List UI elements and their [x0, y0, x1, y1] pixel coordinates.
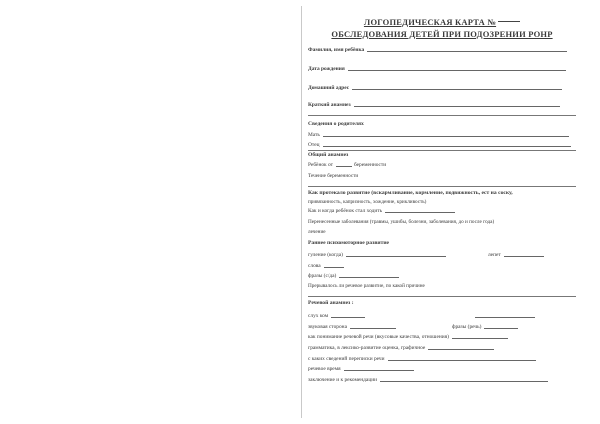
field-pregnancy-label: Ребёнок от — [308, 162, 333, 168]
field-reading[interactable] — [308, 366, 414, 372]
field-mother[interactable] — [308, 132, 569, 138]
card-title-line2: ОБСЛЕДОВАНИЯ ДЕТЕЙ ПРИ ПОДОЗРЕНИИ РОНР — [331, 29, 553, 39]
field-pregnancy-line[interactable] — [336, 166, 352, 167]
field-father-label: Отец — [308, 142, 320, 148]
early-heading: Как протекало развитие (вскармливание, кормление, подвижность, ест на соску, — [308, 190, 513, 196]
field-birth-label: Дата рождения — [308, 66, 345, 72]
card-title-line1: ЛОГОПЕДИЧЕСКАЯ КАРТА № — [363, 17, 497, 27]
field-vocab-right-line[interactable] — [475, 317, 535, 318]
field-walking[interactable] — [308, 208, 455, 214]
speech-heading: Речевой анамнез : — [308, 300, 354, 306]
field-walking-line[interactable] — [385, 212, 455, 213]
field-fio-label: Фамилия, имя ребёнка — [308, 47, 365, 53]
early-heading-2: привязанность, капризность, хождение, крикливость) — [308, 199, 427, 205]
field-concern-line[interactable] — [388, 360, 536, 361]
field-notes-label: заключение и к рекомендации — [308, 377, 377, 383]
field-babble-right-line[interactable] — [504, 256, 544, 257]
field-words[interactable] — [308, 263, 344, 269]
field-concern[interactable] — [308, 356, 536, 362]
divider — [308, 150, 576, 151]
field-fio-line[interactable] — [367, 51, 567, 52]
field-history[interactable] — [308, 102, 560, 108]
field-grammar[interactable] — [308, 345, 494, 351]
field-babble-right-label: лепет — [487, 252, 501, 258]
field-sound-line[interactable] — [350, 328, 396, 329]
field-sound-label: звуковая сторона — [308, 324, 347, 330]
card-title — [308, 16, 576, 40]
field-birth-course: Течение беременности — [308, 173, 359, 179]
field-address-line[interactable] — [352, 89, 562, 90]
field-birth[interactable] — [308, 66, 566, 72]
field-phrase-line[interactable] — [339, 277, 399, 278]
field-fio[interactable] — [308, 47, 567, 53]
divider — [308, 115, 576, 116]
field-address-label: Домашний адрес — [308, 85, 350, 91]
field-vocab-label: слух ком — [308, 313, 329, 319]
field-babble-line[interactable] — [346, 256, 446, 257]
field-notes-line[interactable] — [380, 381, 548, 382]
field-sound-right-label: фразы (речь) — [451, 324, 482, 330]
field-words-label: слова — [308, 263, 321, 269]
field-reading-label: речевое время — [308, 366, 341, 372]
field-grammar-label: грамматика, в лексико-развитие оценка, графичное — [308, 345, 426, 351]
field-grammar-line[interactable] — [428, 349, 494, 350]
field-notes[interactable] — [308, 377, 548, 383]
field-interrupt: Прерывалось ли речевое развитие, по какой причине — [308, 283, 425, 289]
field-sound-right-line[interactable] — [484, 328, 518, 329]
speech-dev-heading: Раннее психомоторное развитие — [308, 240, 390, 246]
field-pregnancy[interactable] — [308, 162, 386, 168]
field-phrase-label: фразы (с/да) — [308, 273, 337, 279]
field-reading-line[interactable] — [344, 370, 414, 371]
field-words-line[interactable] — [324, 267, 344, 268]
field-history-line[interactable] — [354, 106, 560, 107]
field-pregnancy-tail: беременности — [353, 162, 387, 168]
field-understand-line[interactable] — [452, 338, 508, 339]
field-history-label: Краткий анамнез — [308, 102, 351, 108]
field-illness: Перенесенные заболевания (травмы, ушибы, болезни, заболевания, до и после года) — [308, 219, 495, 225]
field-understand[interactable] — [308, 334, 508, 340]
divider — [308, 296, 576, 297]
field-concern-label: с каких сведений переписки речи — [308, 356, 385, 362]
family-heading: Сведения о родителях — [308, 121, 364, 127]
field-understand-label: как понимание речевой речи (вкусовые качества, отношения) — [308, 334, 449, 340]
field-babble[interactable] — [308, 252, 544, 258]
general-heading: Общий анамнез — [308, 152, 349, 158]
field-babble-label: гуление (когда) — [308, 252, 343, 258]
field-vocab-line[interactable] — [331, 317, 365, 318]
speech-card-page — [308, 16, 588, 412]
field-walking-label: Как и когда ребёнок стал ходить — [308, 208, 383, 214]
page-spine — [301, 6, 302, 418]
field-mother-line[interactable] — [323, 136, 569, 137]
field-phrase[interactable] — [308, 273, 399, 279]
card-number-line — [498, 21, 520, 22]
divider — [308, 186, 576, 187]
field-father-line[interactable] — [323, 146, 571, 147]
field-mother-label: Мать — [308, 132, 320, 138]
field-birth-line[interactable] — [348, 70, 566, 71]
field-address[interactable] — [308, 85, 562, 91]
field-sound[interactable] — [308, 324, 518, 330]
field-onset: лечение — [308, 229, 326, 235]
field-father[interactable] — [308, 142, 571, 148]
field-vocab[interactable] — [308, 313, 535, 319]
